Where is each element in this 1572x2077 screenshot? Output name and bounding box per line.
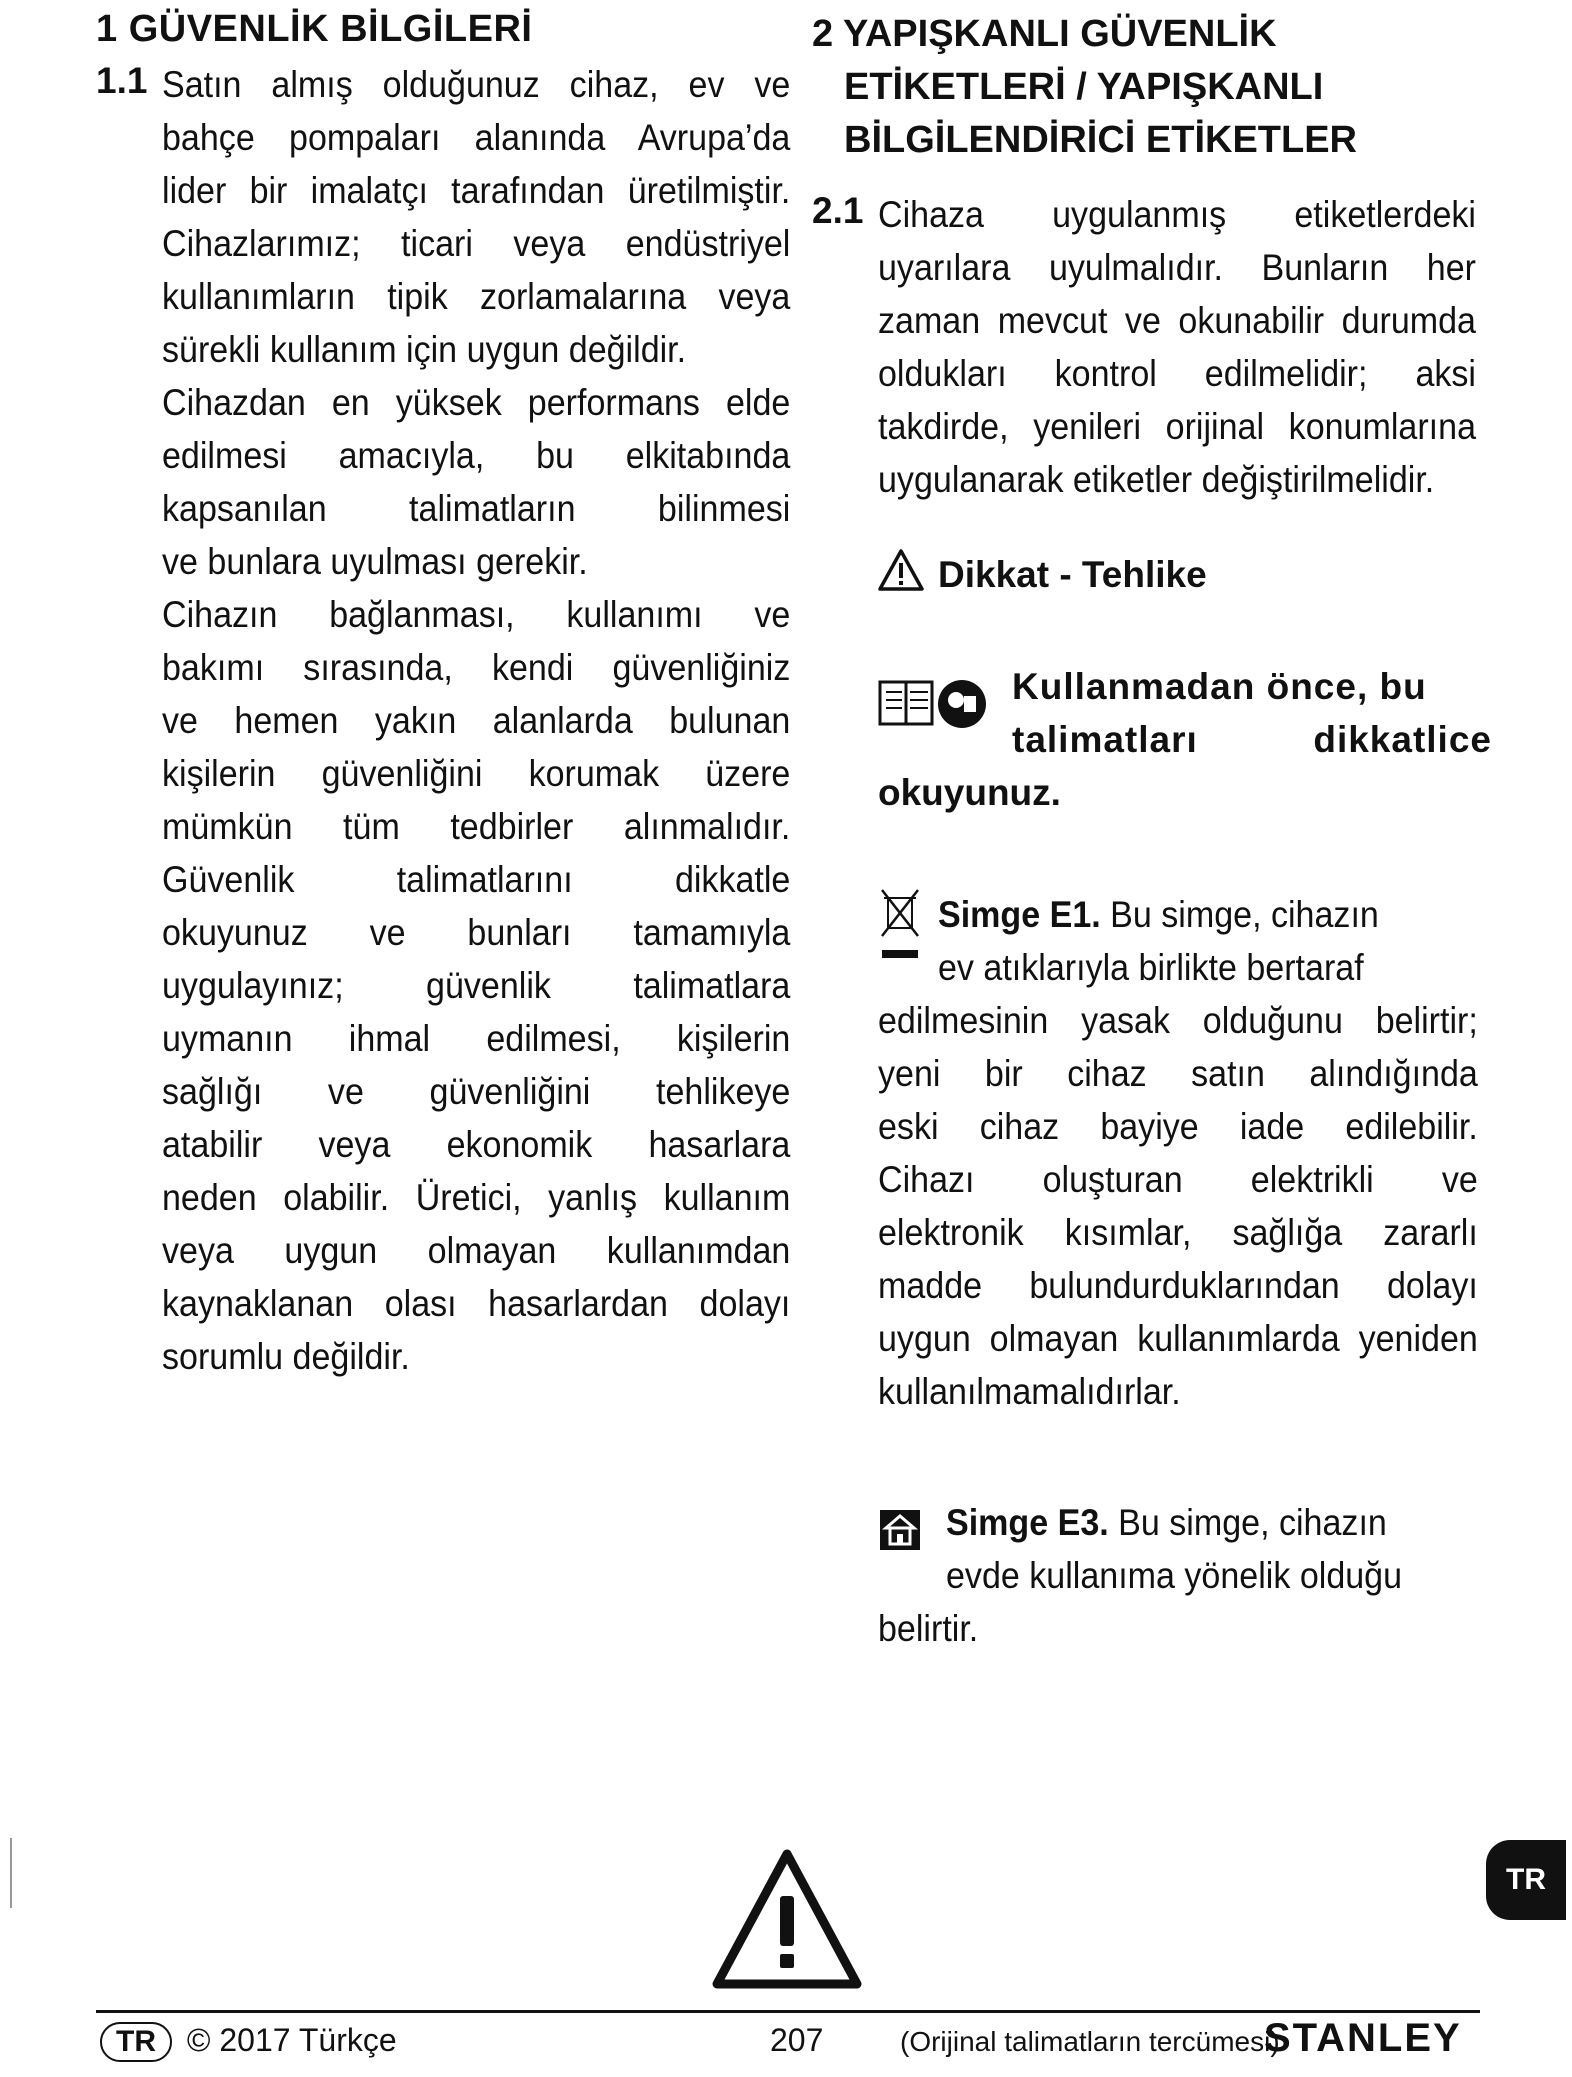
crossed-bin-icon xyxy=(878,888,922,977)
section-2-title-line-1: 2 YAPIŞKANLI GÜVENLİK xyxy=(812,13,1277,55)
s1-line-14: kişilerin güvenliğini korumak üzere xyxy=(162,753,791,794)
read-line-3: okuyunuz. xyxy=(878,772,1061,813)
s1-line-2: bahçe pompaları alanında Avrupa’da xyxy=(162,117,791,158)
s2-line-5: takdirde, yenileri orijinal konumlarına xyxy=(878,406,1476,447)
s1-line-11: Cihazın bağlanması, kullanımı ve xyxy=(162,594,791,635)
house-icon xyxy=(878,1508,922,1557)
s1-line-8: edilmesi amacıyla, bu elkitabında xyxy=(162,435,791,476)
s2-line-2: uyarılara uyulmalıdır. Bunların her xyxy=(878,247,1476,288)
footer-language-badge: TR xyxy=(100,2022,172,2062)
e1-line-2: ev atıklarıyla birlikte bertaraf xyxy=(938,947,1364,988)
s1-line-19: uymanın ihmal edilmesi, kişilerin xyxy=(162,1018,791,1059)
read-instructions-notice xyxy=(1012,660,1492,766)
read-line-2: talimatları dikkatlice xyxy=(1012,719,1492,760)
brand-logo: STANLEY xyxy=(1264,2016,1462,2060)
section-2-1-text xyxy=(878,188,1476,506)
manual-book-icon xyxy=(878,676,988,735)
s1-line-24: kaynaklanan olası hasarlardan dolayı xyxy=(162,1283,791,1324)
e1-line-3: edilmesinin yasak olduğunu belirtir; xyxy=(878,1000,1478,1041)
e3-line-1: Bu simge, cihazın xyxy=(1118,1502,1387,1543)
s2-line-1: Cihaza uygulanmış etiketlerdeki xyxy=(878,194,1476,235)
e1-line-10: kullanılmamalıdırlar. xyxy=(878,1371,1181,1412)
s1-line-10: ve bunlara uyulması gerekir. xyxy=(162,541,588,582)
s1-line-21: atabilir veya ekonomik hasarlara xyxy=(162,1124,791,1165)
s1-line-13: ve hemen yakın alanlarda bulunan xyxy=(162,700,791,741)
e3-first-line xyxy=(946,1496,1480,1549)
s1-line-20: sağlığı ve güvenliğini tehlikeye xyxy=(162,1071,791,1112)
section-1-1-number: 1.1 xyxy=(96,60,148,101)
e3-line-3: belirtir. xyxy=(878,1608,979,1649)
e1-line-8: madde bulundurduklarından dolayı xyxy=(878,1265,1478,1306)
e1-line-4: yeni bir cihaz satın alındığında xyxy=(878,1053,1478,1094)
read-line-1: Kullanmadan önce, bu xyxy=(1012,666,1427,707)
footer-rule xyxy=(96,2010,1480,2013)
e1-line-9: uygun olmayan kullanımlarda yeniden xyxy=(878,1318,1478,1359)
s1-line-16: Güvenlik talimatlarını dikkatle xyxy=(162,859,791,900)
s1-line-17: okuyunuz ve bunları tamamıyla xyxy=(162,912,791,953)
warning-triangle-icon xyxy=(878,548,924,597)
s1-line-12: bakımı sırasında, kendi güvenliğiniz xyxy=(162,647,791,688)
section-2-1-number: 2.1 xyxy=(812,190,864,231)
s1-line-18: uygulayınız; güvenlik talimatlara xyxy=(162,965,791,1006)
s1-line-3: lider bir imalatçı tarafından üretilmiştir. xyxy=(162,170,791,211)
e1-line-1: Bu simge, cihazın xyxy=(1110,894,1379,935)
s2-line-3: zaman mevcut ve okunabilir durumda xyxy=(878,300,1476,341)
s1-line-22: neden olabilir. Üretici, yanlış kullanım xyxy=(162,1177,791,1218)
s1-line-5: kullanımların tipik zorlamalarına veya xyxy=(162,276,791,317)
e1-line-7: elektronik kısımlar, sağlığa zararlı xyxy=(878,1212,1478,1253)
e3-line-2: evde kullanıma yönelik olduğu xyxy=(946,1555,1403,1596)
s1-line-23: veya uygun olmayan kullanımdan xyxy=(162,1230,791,1271)
margin-rule xyxy=(10,1838,12,1908)
e1-line-5: eski cihaz bayiye iade edilebilir. xyxy=(878,1106,1478,1147)
s1-line-6: sürekli kullanım için uygun değildir. xyxy=(162,329,687,370)
footer-copyright: © 2017 Türkçe xyxy=(186,2022,397,2058)
side-language-tab: TR xyxy=(1486,1840,1566,1920)
e3-title: Simge E3. xyxy=(946,1502,1109,1543)
e1-first-line xyxy=(938,888,1453,941)
s1-line-15: mümkün tüm tedbirler alınmalıdır. xyxy=(162,806,791,847)
e1-line-6: Cihazı oluşturan elektrikli ve xyxy=(878,1159,1478,1200)
s2-line-4: oldukları kontrol edilmelidir; aksi xyxy=(878,353,1476,394)
e1-text xyxy=(878,994,1478,1418)
footer-note: (Orijinal talimatların tercümesi) xyxy=(900,2026,1280,2057)
section-2-title xyxy=(812,8,1357,167)
footer-left xyxy=(100,2022,397,2062)
s1-line-4: Cihazlarımız; ticari veya endüstriyel xyxy=(162,223,791,264)
danger-label: Dikkat - Tehlike xyxy=(938,554,1207,595)
e1-title: Simge E1. xyxy=(938,894,1101,935)
section-2-title-line-2: ETİKETLERİ / YAPIŞKANLI xyxy=(844,66,1324,108)
section-1-title: 1 GÜVENLİK BİLGİLERİ xyxy=(96,8,533,50)
page-number: 207 xyxy=(770,2022,824,2058)
large-warning-triangle-icon xyxy=(712,1848,862,1995)
s1-line-7: Cihazdan en yüksek performans elde xyxy=(162,382,791,423)
section-2-title-line-3: BİLGİLENDİRİCİ ETİKETLER xyxy=(844,119,1357,161)
s2-line-6: uygulanarak etiketler değiştirilmelidir. xyxy=(878,459,1435,500)
s1-line-9: kapsanılan talimatların bilinmesi xyxy=(162,488,791,529)
s1-line-1: Satın almış olduğunuz cihaz, ev ve xyxy=(162,64,791,105)
section-1-1-text xyxy=(162,58,790,1383)
s1-line-25: sorumlu değildir. xyxy=(162,1336,410,1377)
